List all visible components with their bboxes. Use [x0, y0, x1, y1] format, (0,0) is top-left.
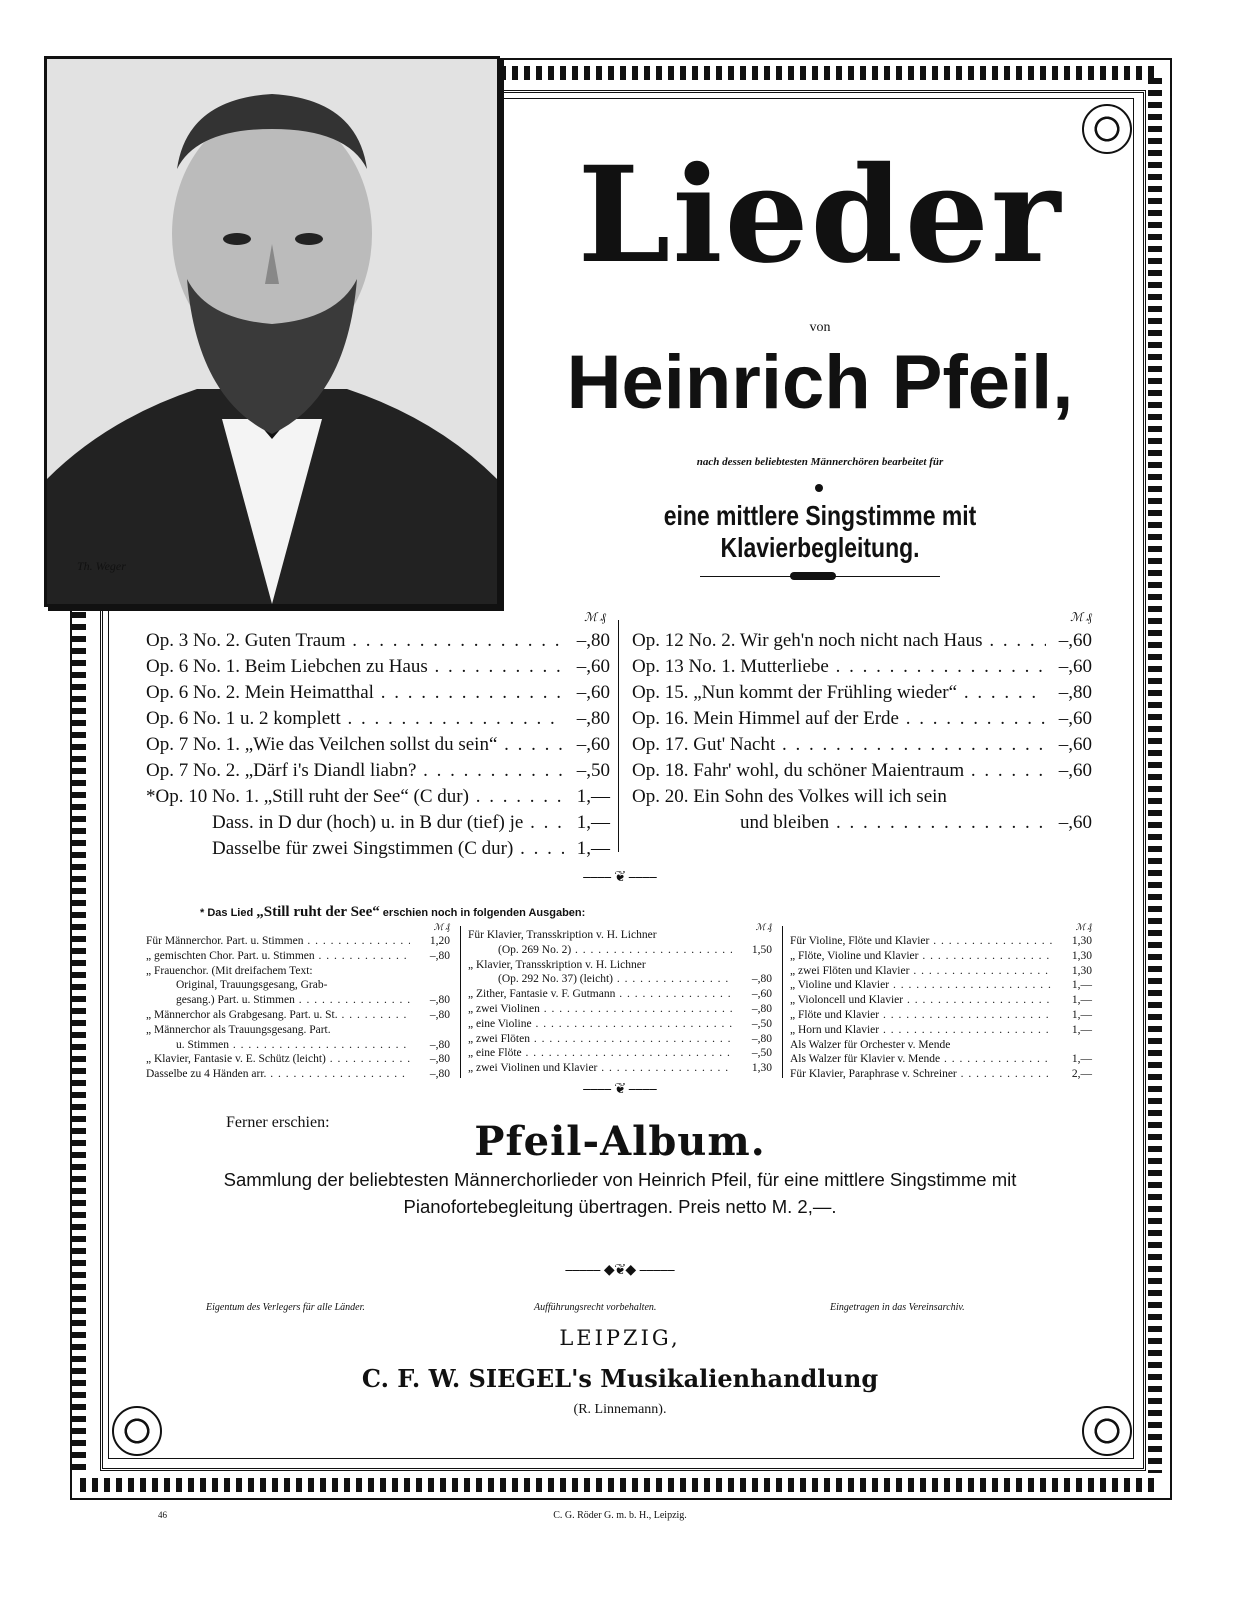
list-item [146, 1067, 450, 1082]
list-item [146, 628, 610, 654]
album-description-line-2: Pianofortebegleitung übertragen. Preis netto M. 2,—. [403, 1196, 837, 1217]
list-item-title: Op. 7 No. 1. „Wie das Veilchen sollst du sein“ . . . [146, 732, 564, 758]
list-item-title: „ Flöte, Violine und Klavier . . . [790, 949, 1052, 964]
list-item-title: Für Violine, Flöte und Klavier . . . [790, 934, 1052, 949]
border-ornament-bottom [80, 1478, 1160, 1492]
engraver-signature: Th. Weger [77, 559, 126, 573]
list-item-price: –,60 [1058, 734, 1092, 755]
list-item-title: „ Violoncell und Klavier . . . [790, 993, 1052, 1008]
list-item-title: „ Frauenchor. (Mit dreifachem Text: [146, 964, 313, 977]
by-label: von [809, 320, 831, 335]
list-item-title: Für Klavier, Transskription v. H. Lichner [468, 929, 657, 941]
edition-note-prefix: * Das Lied [200, 907, 254, 919]
list-item [790, 993, 1092, 1008]
composer-portrait [44, 56, 500, 607]
list-item-title: „ eine Flöte . . . [468, 1046, 732, 1061]
list-item-price: –,80 [429, 1068, 450, 1081]
list-item [632, 628, 1092, 654]
publisher-city: LEIPZIG, [559, 1326, 681, 1350]
dot-ornament [815, 484, 823, 492]
page-title: Lieder [577, 138, 1063, 293]
list-item-price: 1,— [1071, 1053, 1092, 1066]
section-divider: ⎯⎯⎯⎯ ❦ ⎯⎯⎯⎯ [583, 870, 657, 885]
list-item-title: Op. 6 No. 1 u. 2 komplett . . . [146, 706, 564, 732]
list-item [790, 1067, 1092, 1082]
list-item-title: *Op. 10 No. 1. „Still ruht der See“ (C dur) . . . [146, 784, 564, 810]
list-item-title: Op. 17. Gut' Nacht . . . [632, 732, 1046, 758]
list-item-price: –,60 [1058, 630, 1092, 651]
list-item-title: Op. 20. Ein Sohn des Volkes will ich sein [632, 786, 947, 807]
list-item-price: 1,30 [1071, 949, 1092, 962]
list-item [146, 836, 610, 862]
list-item-title: Op. 13 No. 1. Mutterliebe . . . [632, 654, 1046, 680]
list-item [146, 949, 450, 964]
list-item-price [732, 958, 772, 973]
list-item [146, 1038, 450, 1053]
list-item [146, 784, 610, 810]
list-item-price [1052, 1038, 1092, 1053]
list-item-price: 1,— [1071, 979, 1092, 992]
list-item-price: –,80 [751, 973, 772, 986]
list-item-price: –,80 [1058, 682, 1092, 703]
list-item [790, 1038, 1092, 1053]
list-item-title: (Op. 269 No. 2) . . . [468, 943, 732, 958]
list-item [790, 1023, 1092, 1038]
section-divider-2: ⎯⎯⎯⎯ ❦ ⎯⎯⎯⎯ [583, 1082, 657, 1097]
list-item-title: Als Walzer für Orchester v. Mende [790, 1038, 951, 1051]
list-item [790, 1052, 1092, 1067]
composer-name: Heinrich Pfeil, [566, 340, 1074, 425]
currency-header-col2: ℳ ₰ [755, 922, 772, 932]
border-ornament-top [500, 66, 1160, 80]
list-item [468, 972, 772, 987]
list-item-title: Dass. in D dur (hoch) u. in B dur (tief) je . . . [146, 810, 564, 836]
subtitle-arrangement: nach dessen beliebtesten Männerchören bearbeitet für [696, 456, 944, 468]
list-item-price: –,50 [576, 760, 610, 781]
list-item-price: –,60 [1058, 812, 1092, 833]
corner-ornament-top-right [1082, 104, 1132, 154]
list-item-title: Als Walzer für Klavier v. Mende . . . [790, 1052, 1052, 1067]
list-item [790, 964, 1092, 979]
list-item-title: „ Klavier, Fantasie v. E. Schütz (leicht) . . . [146, 1052, 410, 1067]
list-item [146, 978, 450, 993]
list-item-price: –,80 [576, 630, 610, 651]
list-item [632, 784, 1092, 810]
list-item [468, 928, 772, 943]
list-item-price: 1,— [1071, 994, 1092, 1007]
currency-header-left: ℳ ₰ [584, 610, 606, 624]
corner-ornament-bottom-right [1082, 1406, 1132, 1456]
list-item-price: –,60 [576, 734, 610, 755]
list-item-price: 1,— [1071, 1008, 1092, 1021]
list-item-title: Op. 3 No. 2. Guten Traum . . . [146, 628, 564, 654]
edition-note-suffix: erschien noch in folgenden Ausgaben: [382, 907, 586, 919]
list-item [146, 964, 450, 979]
portrait-engraving [47, 59, 497, 604]
legal-registration: Eingetragen in das Vereinsarchiv. [830, 1302, 965, 1313]
list-item [790, 1008, 1092, 1023]
list-item-price: –,50 [751, 1017, 772, 1030]
list-item-title: „ zwei Violinen und Klavier . . . [468, 1061, 732, 1076]
list-item-price [732, 928, 772, 943]
list-item-price: 1,— [1071, 1023, 1092, 1036]
list-item [146, 758, 610, 784]
list-item-title: „ gemischten Chor. Part. u. Stimmen . . . [146, 949, 410, 964]
subtitle-voicing: eine mittlere Singstimme mit Klavierbegleitung. [663, 500, 977, 563]
song-list-left [146, 628, 610, 862]
divider-ornament [790, 572, 836, 580]
list-item-price: 1,— [576, 786, 610, 807]
editions-column-1 [146, 934, 450, 1082]
publisher-name: C. F. W. SIEGEL's Musikalienhandlung [361, 1364, 879, 1393]
list-item-title: Für Klavier, Paraphrase v. Schreiner . . . [790, 1067, 1052, 1082]
list-item-price: 1,30 [751, 1062, 772, 1075]
list-item-title: Op. 6 No. 1. Beim Liebchen zu Haus . . . [146, 654, 564, 680]
list-item-title: „ Flöte und Klavier . . . [790, 1008, 1052, 1023]
legal-performance: Aufführungsrecht vorbehalten. [534, 1302, 657, 1313]
list-item-title: Op. 12 No. 2. Wir geh'n noch nicht nach Haus . . . [632, 628, 1046, 654]
list-item-price: 1,30 [1071, 964, 1092, 977]
edition-note [200, 904, 1040, 921]
list-item-price: –,80 [751, 1002, 772, 1015]
currency-header-col1: ℳ ₰ [433, 922, 450, 932]
list-item-price: –,60 [751, 988, 772, 1001]
album-intro: Ferner erschien: [226, 1114, 330, 1131]
list-item-title: Original, Trauungsgesang, Grab- [176, 979, 328, 992]
currency-header-right: ℳ ₰ [1070, 610, 1092, 624]
list-item-price: –,80 [751, 1032, 772, 1045]
list-item-title: Op. 15. „Nun kommt der Frühling wieder“ . . . [632, 680, 1046, 706]
list-item-price [410, 1023, 450, 1038]
list-item-title: Op. 16. Mein Himmel auf der Erde . . . [632, 706, 1046, 732]
list-item-price: 1,50 [751, 943, 772, 956]
list-item-price [410, 978, 450, 993]
list-item [146, 1023, 450, 1038]
list-item [468, 958, 772, 973]
editions-column-3 [790, 934, 1092, 1082]
section-divider-3: ⎯⎯⎯⎯⎯ ◆❦◆ ⎯⎯⎯⎯⎯ [565, 1263, 675, 1278]
list-item [146, 993, 450, 1008]
list-item [468, 1061, 772, 1076]
corner-ornament-bottom-left [112, 1406, 162, 1456]
list-item-title: Dasselbe für zwei Singstimmen (C dur) . . . [146, 836, 564, 862]
list-item [790, 978, 1092, 993]
list-item-price: –,80 [429, 1053, 450, 1066]
list-item-title: und bleiben . . . [632, 810, 1046, 836]
list-item-title: Für Männerchor. Part. u. Stimmen . . . [146, 934, 410, 949]
list-item-price: 1,— [576, 812, 610, 833]
list-item [632, 810, 1092, 836]
column-separator-1 [460, 926, 461, 1078]
list-item-price: –,60 [576, 656, 610, 677]
album-description [170, 1166, 1070, 1220]
list-item-title: Dasselbe zu 4 Händen arr. . . . [146, 1067, 410, 1082]
list-item-title: „ zwei Violinen . . . [468, 1002, 732, 1017]
printer-credit: C. G. Röder G. m. b. H., Leipzig. [553, 1510, 687, 1521]
list-item-title: Op. 7 No. 2. „Därf i's Diandl liabn? . . . [146, 758, 564, 784]
list-item-title: u. Stimmen . . . [146, 1038, 410, 1053]
edition-note-song: „Still ruht der See“ [256, 904, 380, 920]
list-item-title: „ Männerchor als Grabgesang. Part. u. St. . . . [146, 1008, 410, 1023]
list-item-price: 1,30 [1071, 935, 1092, 947]
list-item [632, 654, 1092, 680]
list-item-title: Op. 18. Fahr' wohl, du schöner Maientraum . . . [632, 758, 1046, 784]
list-item-price: –,60 [576, 682, 610, 703]
plate-number: 46 [158, 1510, 167, 1520]
list-item [146, 934, 450, 949]
list-item-title: gesang.) Part. u. Stimmen . . . [146, 993, 410, 1008]
list-item [790, 934, 1092, 949]
list-item-title: „ Männerchor als Trauungsgesang. Part. [146, 1023, 331, 1036]
list-item [632, 758, 1092, 784]
editions-column-2 [468, 928, 772, 1076]
song-list-right [632, 628, 1092, 836]
list-item [146, 706, 610, 732]
album-title: Pfeil-Album. [474, 1118, 766, 1165]
list-item [468, 1046, 772, 1061]
list-item-price [1046, 784, 1092, 810]
list-item-title: „ Violine und Klavier . . . [790, 978, 1052, 993]
list-item-price: –,80 [429, 1038, 450, 1051]
list-item [468, 1002, 772, 1017]
list-item [146, 1008, 450, 1023]
list-item-price: –,80 [429, 1008, 450, 1021]
list-item-price: –,60 [1058, 760, 1092, 781]
list-item-price: 2,— [1071, 1068, 1092, 1081]
list-item-price: –,50 [751, 1047, 772, 1060]
currency-header-col3: ℳ ₰ [1075, 922, 1092, 932]
list-item-price: –,60 [1058, 708, 1092, 729]
list-item-price: –,80 [576, 708, 610, 729]
list-item [632, 706, 1092, 732]
list-item [468, 1032, 772, 1047]
list-item-title: (Op. 292 No. 37) (leicht) . . . [468, 972, 732, 987]
publisher-owner: (R. Linnemann). [573, 1402, 667, 1417]
list-item [790, 949, 1092, 964]
legal-ownership: Eigentum des Verlegers für alle Länder. [206, 1302, 365, 1313]
list-item [146, 1052, 450, 1067]
list-item-title: „ zwei Flöten und Klavier . . . [790, 964, 1052, 979]
list-item-price: –,60 [1058, 656, 1092, 677]
list-item [146, 732, 610, 758]
list-item [468, 987, 772, 1002]
list-item [146, 680, 610, 706]
list-item-title: „ eine Violine . . . [468, 1017, 732, 1032]
column-separator-2 [782, 926, 783, 1078]
list-item-price: 1,— [576, 838, 610, 859]
list-item-title: „ Klavier, Transskription v. H. Lichner [468, 958, 646, 971]
list-item-price: 1,20 [429, 935, 450, 947]
column-separator [618, 620, 619, 852]
list-item [146, 654, 610, 680]
list-item [146, 810, 610, 836]
list-item-title: „ Horn und Klavier . . . [790, 1023, 1052, 1038]
album-description-line-1: Sammlung der beliebtesten Männerchorlieder von Heinrich Pfeil, für eine mittlere Singstimme mit [223, 1169, 1017, 1190]
list-item [632, 680, 1092, 706]
list-item [468, 943, 772, 958]
list-item-title: „ zwei Flöten . . . [468, 1032, 732, 1047]
list-item-title: Op. 6 No. 2. Mein Heimatthal . . . [146, 680, 564, 706]
list-item [632, 732, 1092, 758]
list-item-price: –,80 [429, 994, 450, 1007]
list-item-price: –,80 [429, 949, 450, 962]
list-item-price [410, 964, 450, 979]
border-ornament-right [1148, 78, 1162, 1473]
list-item-title: „ Zither, Fantasie v. F. Gutmann . . . [468, 987, 732, 1002]
border-ornament-left [72, 600, 86, 1470]
list-item [468, 1017, 772, 1032]
